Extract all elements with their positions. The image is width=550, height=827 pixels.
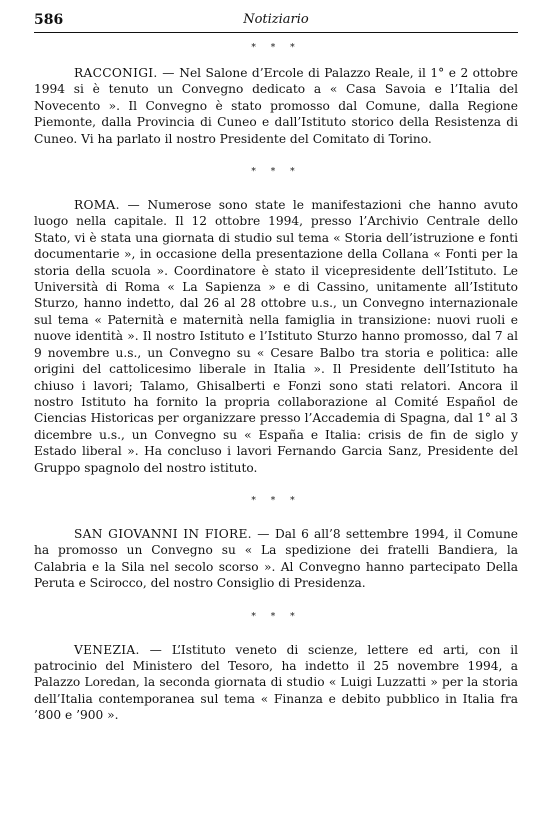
section-separator: * * * [251, 43, 301, 53]
section-separator: * * * [251, 611, 301, 622]
news-item-san-giovanni-in-fiore [34, 526, 518, 592]
news-item-venezia [34, 642, 518, 724]
news-item-roma [34, 197, 518, 476]
page-number: 586 [34, 12, 64, 28]
section-separator: * * * [251, 495, 301, 506]
document-page [34, 10, 518, 724]
news-text: Nel Salone d’Ercole di Palazzo Reale, il 1° e 2 ottobre 1994 si è tenuto un Convegno dedicato a « Casa Savoia e l’Italia del Novecento ». Il Convegno è stato promosso dal Comune, dalla Regione Piemonte, dalla Provincia di Cuneo e dall’Istituto storico della Resistenza di Cuneo. Vi ha parlato il nostro Presidente del Comitato di Torino. [34, 66, 518, 146]
news-place: SAN GIOVANNI IN FIORE. — [74, 526, 270, 541]
news-text: L’Istituto veneto di scienze, lettere ed arti, con il patrocinio del Ministero del Tesoro, ha indetto il 25 novembre 1994, a Palazzo Loredan, la seconda giornata di studio « Luigi Luzzatti » per la storia dell’Italia contemporanea sul tema « Finanza e debito pubblico in Italia fra ’800 e ’900 ». [34, 642, 519, 723]
news-item-racconigi [34, 65, 518, 147]
news-place: ROMA. — [74, 198, 141, 213]
news-text: Dal 6 all’8 settembre 1994, il Comune ha promosso un Convegno su « La spedizione dei fratelli Bandiera, la Calabria e la Sila nel secolo scorso ». Al Convegno hanno partecipato Della Peruta e Scirocco, del nostro Consiglio di Presidenza. [34, 526, 519, 591]
news-place: VENEZIA. — [74, 642, 163, 657]
page-header [34, 10, 518, 33]
news-place: RACCONIGI. — [74, 66, 175, 80]
section-separator: * * * [251, 167, 301, 178]
news-text: Numerose sono state le manifestazioni che hanno avuto luogo nella capitale. Il 12 ottobre 1994, presso l’Archivio Centrale dello Stato, vi è stata una giornata di studio sul tema « Storia dell’istruzione e fonti documentarie », in occasione della presentazione della Collana « Fonti per la storia della scuola ». Coordinatore è stato il vicepresidente dell’Istituto. Le Università di Roma « La Sapienza » e di Cassino, unitamente all’Istituto Sturzo, hanno indetto, dal 26 al 28 ottobre u.s., un Convegno internazionale sul tema « Paternità e maternità nella famiglia in transizione: nuovi ruoli e nuove identità ». Il nostro Istituto e l’Istituto Sturzo hanno promosso, dal 7 al 9 novembre u.s., un Convegno su « Cesare Balbo tra storia e politica: alle origini del cattolicesimo liberale in Italia ». Il Presidente dell’Istituto ha chiuso i lavori; Talamo, Ghisalberti e Fonzi sono stati relatori. Ancora il nostro Istituto ha fornito la propria collaborazione al Comité Español de Ciencias Historicas per organizzare presso l’Accademia di Spagna, dal 1° al 3 dicembre u.s., un Convegno su « España e Italia: crisis de fin de siglo y Estado liberal ». Ha concluso i lavori Fernando Garcia Sanz, Presidente del Gruppo spagnolo del nostro istituto. [34, 198, 519, 475]
running-title: Notiziario [243, 12, 309, 27]
